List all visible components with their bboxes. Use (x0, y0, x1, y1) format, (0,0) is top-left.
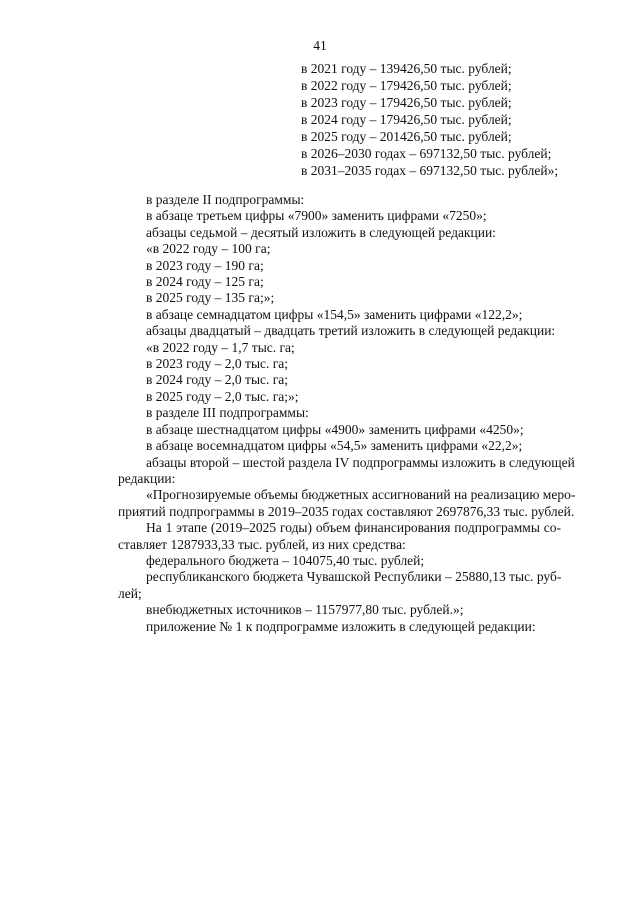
text-line: в абзаце семнадцатом цифры «154,5» заменить цифрами «122,2»; (146, 306, 523, 322)
text-line: в 2024 году – 125 га; (146, 274, 264, 290)
funding-year-line: в 2031–2035 годах – 697132,50 тыс. рублей»; (301, 163, 559, 178)
page-number: 41 (313, 38, 327, 53)
text-line: в 2025 году – 135 га;»; (146, 290, 275, 306)
funding-year-line: в 2021 году – 139426,50 тыс. рублей; (301, 61, 512, 76)
text-line: приятий подпрограммы в 2019–2035 годах составляют 2697876,33 тыс. рублей. (118, 503, 575, 519)
text-line: в абзаце восемнадцатом цифры «54,5» заменить цифрами «22,2»; (146, 438, 523, 454)
text-line: в 2024 году – 2,0 тыс. га; (146, 372, 289, 388)
text-line: лей; (118, 585, 142, 601)
funding-year-line: в 2026–2030 годах – 697132,50 тыс. рублей; (301, 146, 552, 161)
funding-year-line: в 2022 году – 179426,50 тыс. рублей; (301, 78, 512, 93)
text-line: в абзаце третьем цифры «7900» заменить цифрами «7250»; (146, 208, 487, 224)
text-line: в 2025 году – 2,0 тыс. га;»; (146, 388, 299, 404)
text-line: в 2023 году – 190 га; (146, 257, 264, 273)
text-line: приложение № 1 к подпрограмме изложить в следующей редакции: (146, 618, 536, 634)
funding-year-line: в 2025 году – 201426,50 тыс. рублей; (301, 129, 512, 144)
text-line: «в 2022 году – 100 га; (146, 241, 271, 257)
text-line: внебюджетных источников – 1157977,80 тыс. рублей.»; (146, 602, 464, 618)
text-line: республиканского бюджета Чувашской Республики – 25880,13 тыс. руб- (146, 569, 562, 585)
amendments-text (118, 192, 576, 635)
funding-year-line: в 2024 году – 179426,50 тыс. рублей; (301, 112, 512, 127)
text-line: ставляет 1287933,33 тыс. рублей, из них средства: (118, 536, 406, 552)
funding-year-line: в 2023 году – 179426,50 тыс. рублей; (301, 95, 512, 110)
funding-years-list (301, 60, 558, 179)
text-line: федерального бюджета – 104075,40 тыс. рублей; (146, 552, 425, 568)
text-line: в 2023 году – 2,0 тыс. га; (146, 356, 289, 372)
text-line: абзацы второй – шестой раздела IV подпрограммы изложить в следующей (146, 454, 575, 470)
text-line: в разделе III подпрограммы: (146, 405, 309, 421)
text-line: «в 2022 году – 1,7 тыс. га; (146, 339, 295, 355)
text-line: в разделе II подпрограммы: (146, 192, 305, 207)
text-line: абзацы седьмой – десятый изложить в следующей редакции: (146, 224, 496, 240)
text-line: редакции: (118, 470, 176, 486)
text-line: «Прогнозируемые объемы бюджетных ассигнований на реализацию меро- (146, 487, 576, 503)
text-line: в абзаце шестнадцатом цифры «4900» заменить цифрами «4250»; (146, 421, 524, 437)
text-line: абзацы двадцатый – двадцать третий изложить в следующей редакции: (146, 323, 556, 339)
text-line: На 1 этапе (2019–2025 годы) объем финансирования подпрограммы со- (146, 520, 561, 536)
